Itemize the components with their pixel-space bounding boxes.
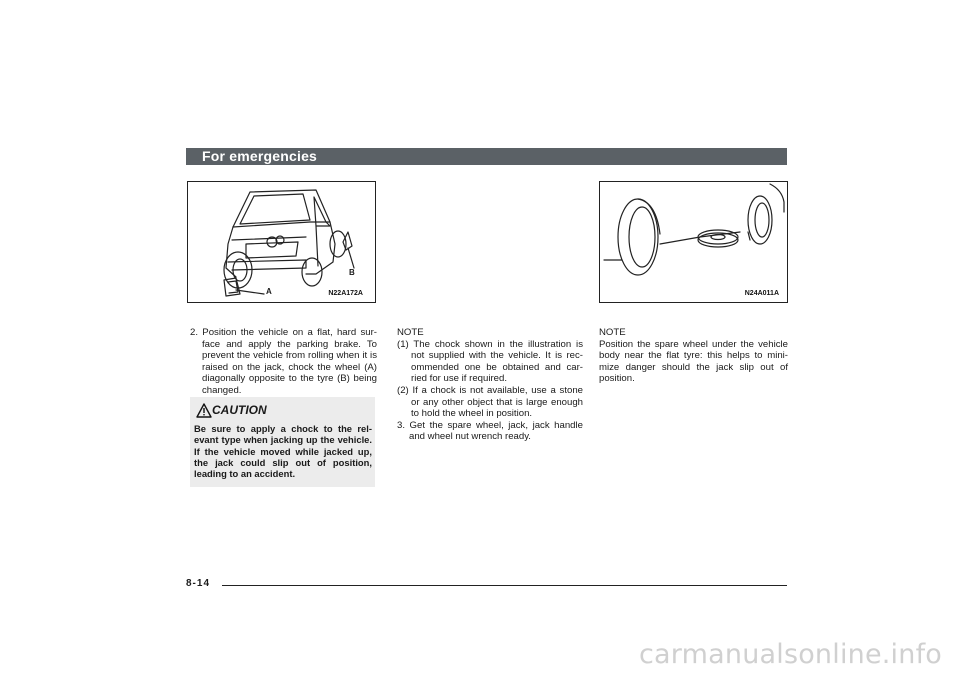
step-2-paragraph: 2. Position the vehicle on a flat, hard sur-face and apply the parking brake. To prevent the vehicle from rolling when it is raised on the jack, chock the wheel (A) diagonally opposite to the tyre (B) being changed. — [190, 327, 377, 396]
note-label: NOTE — [397, 327, 424, 338]
note-label: NOTE — [599, 327, 626, 338]
vehicle-chock-illustration — [188, 182, 375, 302]
figure-vehicle-chock — [187, 181, 376, 303]
caution-box — [190, 397, 375, 487]
section-header-bar — [186, 148, 787, 165]
watermark: carmanualsonline.info — [639, 639, 942, 670]
callout-b: B — [349, 268, 355, 277]
callout-a: A — [266, 287, 272, 296]
caution-text: Be sure to apply a chock to the rel-evant type when jacking up the vehicle. If the vehicle moved while jacked up, the jack could slip out of position, leading to an accident. — [194, 423, 372, 480]
caution-title: CAUTION — [212, 403, 267, 417]
figure-code: N22A172A — [328, 290, 363, 297]
page-number: 8-14 — [186, 578, 211, 589]
figure-spare-wheel — [599, 181, 788, 303]
spare-wheel-illustration — [600, 182, 787, 302]
step-2-text — [190, 327, 377, 397]
warning-triangle-icon — [196, 403, 212, 419]
section-title: For emergencies — [202, 148, 318, 164]
note-column-3 — [599, 327, 788, 385]
note-item-1: (1) The chock shown in the illustration is not supplied with the vehicle. It is rec-ommended one be obtained and car-ried for use if required. — [397, 338, 583, 385]
footer-divider — [222, 585, 787, 586]
figure-code: N24A011A — [744, 290, 779, 297]
note-item-2: (2) If a chock is not available, use a stone or any other object that is large enough to hold the wheel in position. — [397, 384, 583, 420]
note-column-2 — [397, 327, 583, 443]
note-text: Position the spare wheel under the vehicle body near the flat tyre: this helps to mini-mize danger should the jack slip out of position. — [599, 338, 788, 385]
step-3-text: 3. Get the spare wheel, jack, jack handle and wheel nut wrench ready. — [397, 419, 583, 443]
